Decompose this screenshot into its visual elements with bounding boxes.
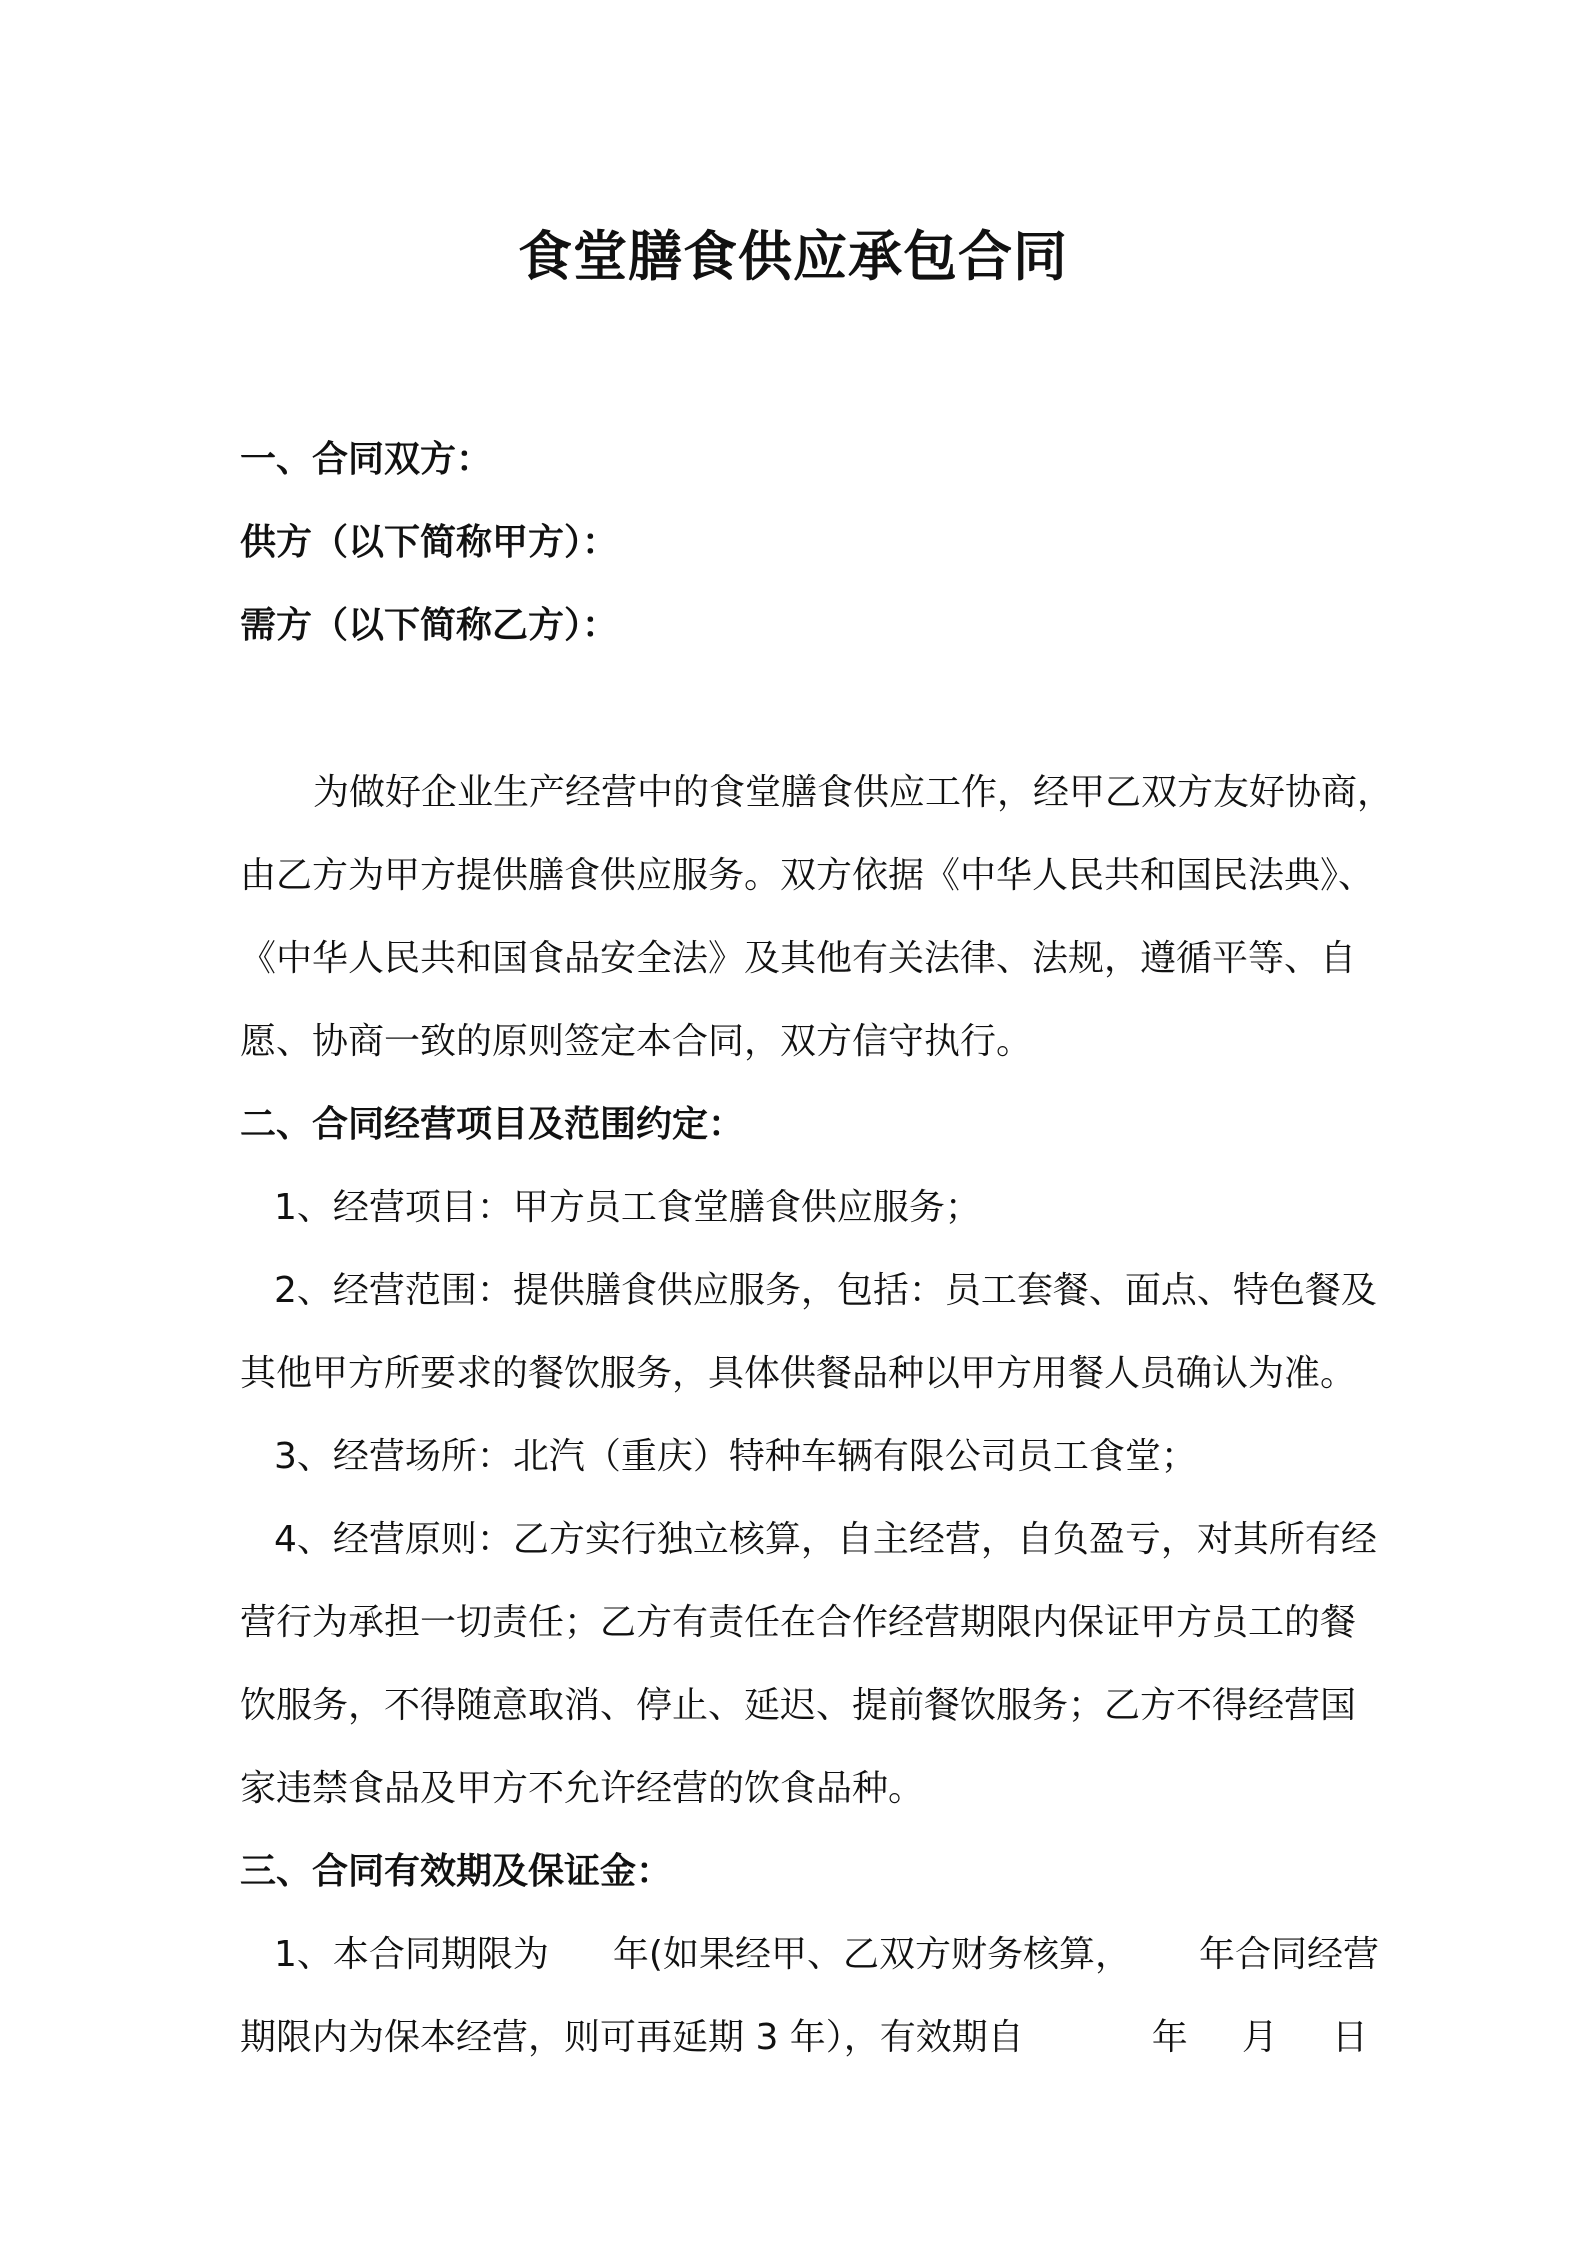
party-a-label: 供方（以下简称甲方）： [240, 522, 619, 563]
section-2-item-2: 2、经营范围：提供膳食供应服务，包括：员工套餐、面点、特色餐及 [274, 1270, 1377, 1311]
section-3-item-1-cont [240, 2013, 1368, 2063]
term-label: 1、本合同期限为 [274, 1934, 549, 1975]
preamble-line: 愿、协商一致的原则签定本合同，双方信守执行。 [240, 1021, 1033, 1062]
party-b-label: 需方（以下简称乙方）： [240, 605, 619, 646]
section-2-item-4-cont: 营行为承担一切责任；乙方有责任在合作经营期限内保证甲方员工的餐 [240, 1602, 1357, 1643]
section-1-heading: 一、合同双方： [240, 439, 493, 480]
preamble-line: 为做好企业生产经营中的食堂膳食供应工作，经甲乙双方友好协商， [313, 772, 1394, 813]
validity-day: 日 [1331, 2017, 1368, 2058]
term-clause: 年(如果经甲、乙双方财务核算， [612, 1934, 1131, 1975]
section-2-item-2-cont: 其他甲方所要求的餐饮服务，具体供餐品种以甲方用餐人员确认为准。 [240, 1353, 1357, 1394]
section-2-item-3: 3、经营场所：北汽（重庆）特种车辆有限公司员工食堂； [274, 1436, 1197, 1477]
section-2-item-4-cont: 饮服务，不得随意取消、停止、延迟、提前餐饮服务；乙方不得经营国 [240, 1685, 1357, 1726]
validity-clause: 期限内为保本经营，则可再延期 3 年），有效期自 [240, 2017, 1024, 2058]
preamble-line: 由乙方为甲方提供膳食供应服务。双方依据《中华人民共和国民法典》、 [240, 855, 1375, 896]
section-2-item-4-cont: 家违禁食品及甲方不允许经营的饮食品种。 [240, 1768, 925, 1809]
preamble-line: 《中华人民共和国食品安全法》及其他有关法律、法规，遵循平等、自 [240, 938, 1357, 979]
document-title: 食堂膳食供应承包合同 [518, 225, 1068, 288]
term-clause-end: 年合同经营 [1198, 1934, 1379, 1975]
section-2-item-1: 1、经营项目：甲方员工食堂膳食供应服务； [274, 1187, 981, 1228]
section-2-heading: 二、合同经营项目及范围约定： [240, 1104, 745, 1145]
validity-month: 月 [1241, 2017, 1278, 2058]
validity-year: 年 [1151, 2017, 1188, 2058]
section-2-item-4: 4、经营原则：乙方实行独立核算，自主经营，自负盈亏，对其所有经 [274, 1519, 1377, 1560]
section-3-heading: 三、合同有效期及保证金： [240, 1851, 673, 1892]
section-3-item-1 [274, 1930, 1379, 1980]
